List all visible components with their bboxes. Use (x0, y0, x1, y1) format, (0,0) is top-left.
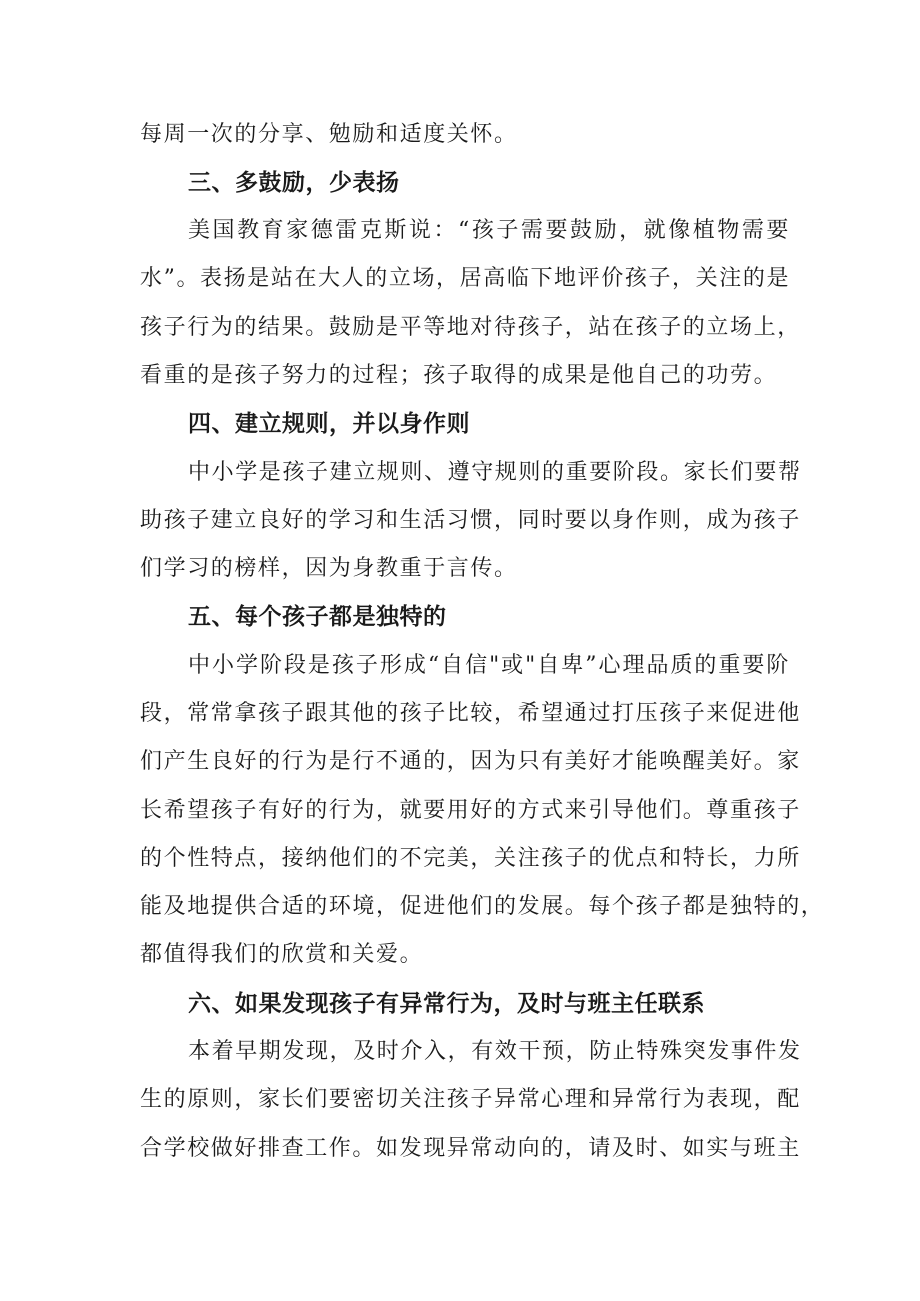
paragraph-line: 的个性特点，接纳他们的不完美，关注孩子的优点和特长，力所 (140, 846, 801, 871)
paragraph-line: 能及地提供合适的环境，促进他们的发展。每个孩子都是独特的， (140, 894, 825, 919)
paragraph-line: 水”。表扬是站在大人的立场，居高临下地评价孩子，关注的是 (140, 266, 791, 291)
section-heading-4: 四、建立规则，并以身作则 (188, 411, 470, 437)
paragraph-line: 本着早期发现，及时介入，有效干预，防止特殊突发事件发 (188, 1039, 802, 1064)
section-heading-6: 六、如果发现孩子有异常行为，及时与班主任联系 (188, 991, 705, 1017)
paragraph-line: 合学校做好排查工作。如发现异常动向的，请及时、如实与班主 (140, 1136, 801, 1161)
paragraph-line: 生的原则，家长们要密切关注孩子异常心理和异常行为表现，配 (140, 1087, 801, 1112)
paragraph-continuation: 每周一次的分享、勉励和适度关怀。 (140, 122, 518, 147)
section-heading-5: 五、每个孩子都是独特的 (188, 604, 447, 630)
paragraph-line: 们产生良好的行为是行不通的，因为只有美好才能唤醒美好。家 (140, 749, 801, 774)
paragraph-line: 中小学是孩子建立规则、遵守规则的重要阶段。家长们要帮 (188, 460, 802, 485)
paragraph-line: 都值得我们的欣赏和关爱。 (140, 942, 424, 967)
paragraph-line: 长希望孩子有好的行为，就要用好的方式来引导他们。尊重孩子 (140, 798, 801, 823)
paragraph-line: 们学习的榜样，因为身教重于言传。 (140, 556, 518, 581)
section-heading-3: 三、多鼓励，少表扬 (188, 170, 400, 196)
paragraph-line: 美国教育家德雷克斯说：“孩子需要鼓励，就像植物需要 (188, 218, 790, 243)
paragraph-line: 中小学阶段是孩子形成“自信"或"自卑”心理品质的重要阶 (188, 653, 790, 678)
paragraph-line: 孩子行为的结果。鼓励是平等地对待孩子，站在孩子的立场上， (140, 315, 801, 340)
paragraph-line: 段，常常拿孩子跟其他的孩子比较，希望通过打压孩子来促进他 (140, 701, 801, 726)
paragraph-line: 看重的是孩子努力的过程；孩子取得的成果是他自己的功劳。 (140, 363, 778, 388)
paragraph-line: 助孩子建立良好的学习和生活习惯，同时要以身作则，成为孩子 (140, 508, 801, 533)
